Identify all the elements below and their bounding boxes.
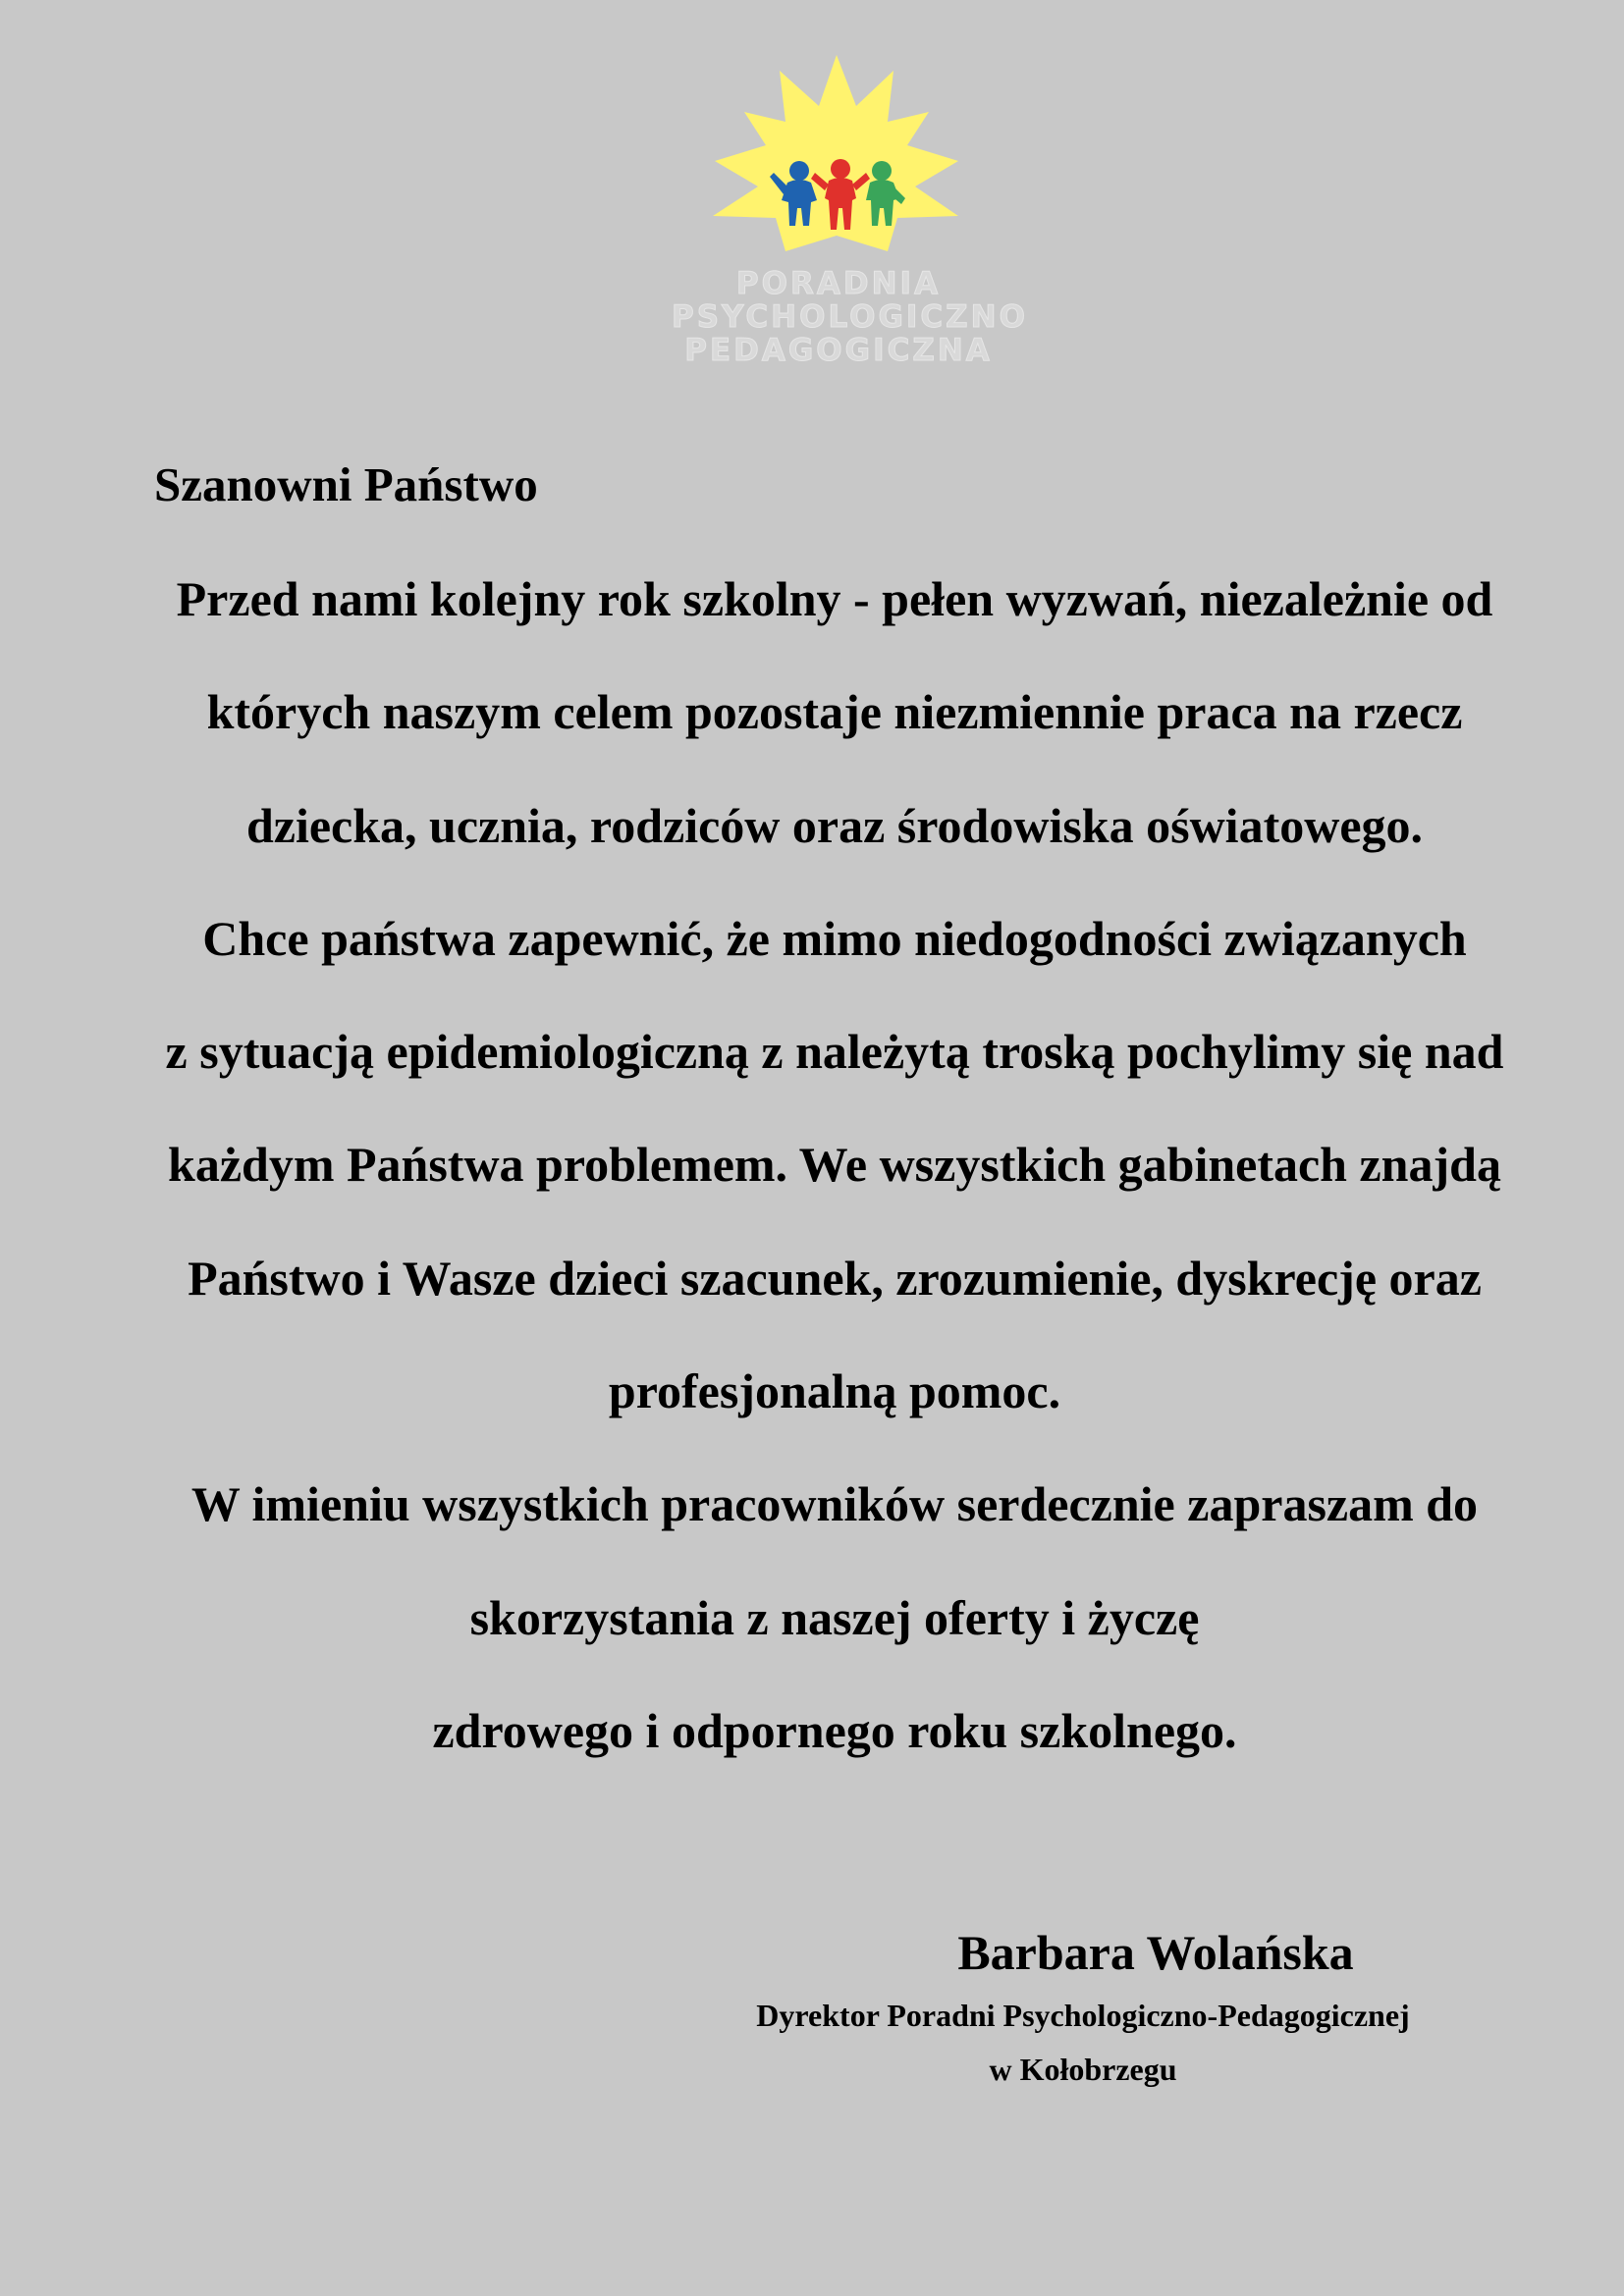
logo-text-line-1: PORADNIA xyxy=(735,266,942,301)
clinic-logo xyxy=(672,51,1028,375)
letter-line: każdym Państwa problemem. We wszystkich gabinetach znajdą xyxy=(168,1137,1501,1193)
letter-line: których naszym celem pozostaje niezmiennie praca na rzecz xyxy=(206,684,1463,740)
signatory-place: w Kołobrzegu xyxy=(989,2052,1177,2087)
logo-text-line-3: PEDAGOGICZNA xyxy=(684,333,993,368)
letter-body xyxy=(98,564,1571,1809)
signatory-role: Dyrektor Poradni Psychologiczno-Pedagogicznej xyxy=(756,1998,1410,2033)
letter-line: Chce państwa zapewnić, że mimo niedogodności związanych xyxy=(202,910,1467,966)
letter-line: zdrowego i odpornego roku szkolnego. xyxy=(432,1702,1237,1758)
letter-line: skorzystania z naszej oferty i życzę xyxy=(469,1589,1200,1645)
letter-line: z sytuacją epidemiologiczną z należytą troską pochylimy się nad xyxy=(165,1024,1504,1080)
logo-text-line-2: PSYCHOLOGICZNO xyxy=(672,299,1028,335)
letter-line: W imieniu wszystkich pracowników serdecznie zapraszam do xyxy=(190,1476,1479,1532)
signatory-name: Barbara Wolańska xyxy=(957,1925,1354,1980)
letter-line: Przed nami kolejny rok szkolny - pełen wyzwań, niezależnie od xyxy=(176,571,1493,626)
letter-line: dziecka, ucznia, rodziców oraz środowiska oświatowego. xyxy=(245,797,1424,853)
letter-line: profesjonalną pomoc. xyxy=(608,1363,1061,1419)
sun-with-people-icon xyxy=(672,51,1005,267)
signature-block xyxy=(756,1919,1624,2089)
letter-greeting: Szanowni Państwo xyxy=(154,457,538,511)
letter-line: Państwo i Wasze dzieci szacunek, zrozumienie, dyskrecję oraz xyxy=(188,1250,1482,1306)
